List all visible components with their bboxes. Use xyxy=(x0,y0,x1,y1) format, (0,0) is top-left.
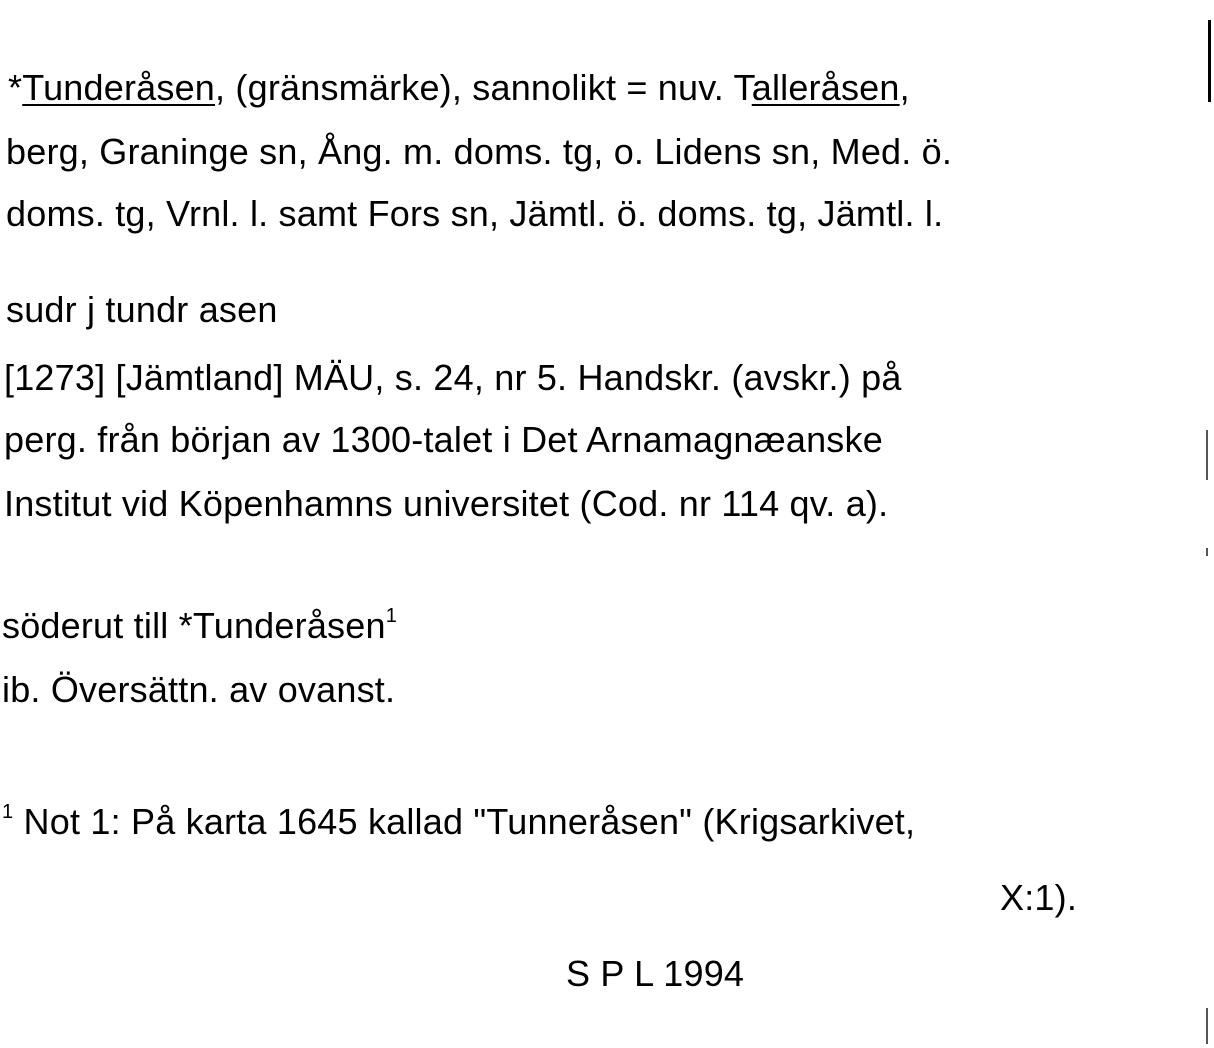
footnote-mark: 1 xyxy=(2,801,14,823)
entry-line-3: doms. tg, Vrnl. l. samt Fors sn, Jämtl. ö. doms. tg, Jämtl. l. xyxy=(6,193,944,234)
translation-note: ib. Översättn. av ovanst. xyxy=(2,669,396,710)
source-citation-line-3: Institut vid Köpenhamns universitet (Cod. nr 114 qv. a). xyxy=(4,483,889,524)
entry-line-1 xyxy=(8,66,910,110)
card-edge-mark-1 xyxy=(1206,430,1208,480)
card-edge-mark-2 xyxy=(1206,548,1208,556)
entry-line-2: berg, Graninge sn, Ång. m. doms. tg, o. Lidens sn, Med. ö. xyxy=(6,131,953,172)
footnote-text: Not 1: På karta 1645 kallad "Tunneråsen" (Krigsarkivet, xyxy=(23,801,916,842)
entry-line-1-text-b: , xyxy=(899,67,910,108)
translation-line xyxy=(2,604,397,648)
footnote-line-1 xyxy=(2,800,915,844)
headword: Tunderåsen xyxy=(22,67,216,108)
card-edge-mark-3 xyxy=(1206,1008,1208,1044)
source-form: sudr j tundr asen xyxy=(6,289,278,330)
headword-prefix: * xyxy=(8,67,23,108)
footnote-line-2: X:1). xyxy=(1000,877,1078,918)
card-edge-top xyxy=(1208,20,1211,102)
signature: S P L 1994 xyxy=(566,953,745,994)
translation-text: söderut till *Tunderåsen xyxy=(2,605,386,646)
source-citation-line-1: [1273] [Jämtland] MÄU, s. 24, nr 5. Handskr. (avskr.) på xyxy=(4,357,902,398)
source-citation-line-2: perg. från början av 1300-talet i Det Arnamagnæanske xyxy=(4,419,883,460)
translation-footnote-mark: 1 xyxy=(385,605,398,627)
entry-line-1-text-a: , (gränsmärke), sannolikt = nuv. T xyxy=(215,67,752,108)
modern-name: alleråsen xyxy=(751,67,900,108)
